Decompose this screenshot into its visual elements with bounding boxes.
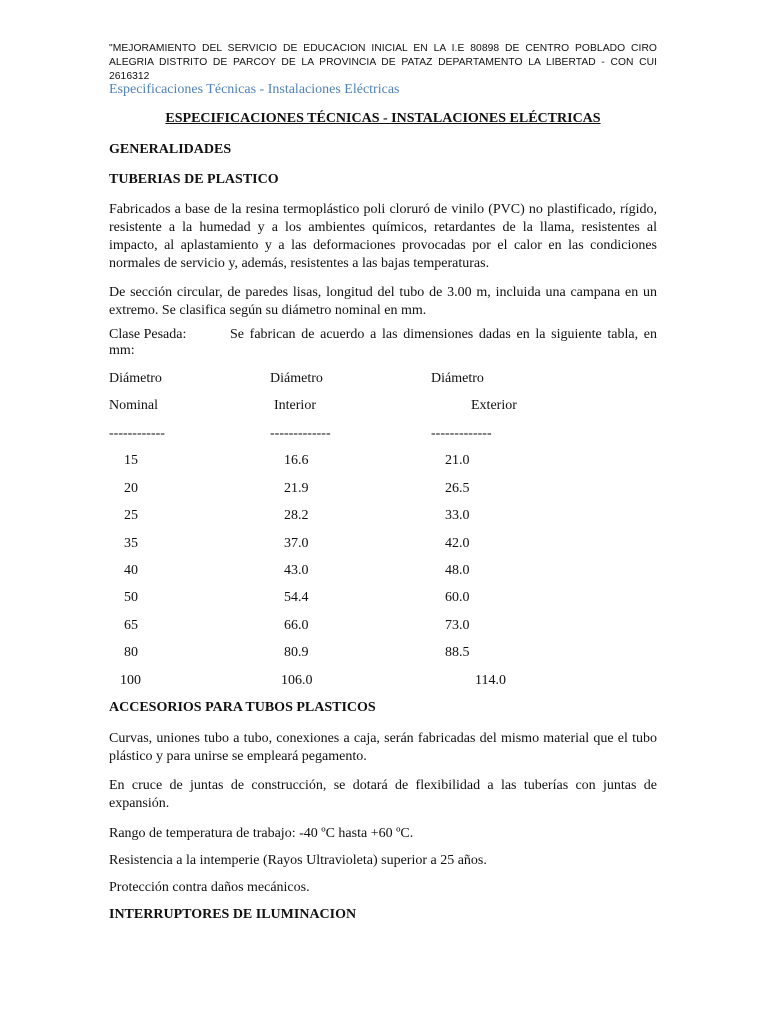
table-header-cell: Diámetro bbox=[431, 371, 484, 386]
table-separator: ------------- bbox=[431, 426, 492, 441]
table-cell: 65 bbox=[124, 618, 138, 633]
table-cell: 48.0 bbox=[445, 563, 470, 578]
table-header-cell: Diámetro bbox=[109, 371, 162, 386]
paragraph-section-description: De sección circular, de paredes lisas, longitud del tubo de 3.00 m, incluida una campana en un extremo. Se clasifica según su diámetro nominal en mm. bbox=[109, 285, 657, 318]
project-header: "MEJORAMIENTO DEL SERVICIO DE EDUCACION INICIAL EN LA I.E 80898 DE CENTRO POBLADO CIRO ALEGRIA DISTRITO DE PARCOY DE LA PROVINCIA DE PATAZ DEPARTAMENTO LA LIBERTAD - CON CUI 2616312 bbox=[109, 43, 657, 82]
table-cell: 54.4 bbox=[284, 590, 309, 605]
clase-pesada-text: Se fabrican de acuerdo a las dimensiones dadas en la siguiente tabla, en mm: bbox=[109, 327, 657, 358]
table-header-cell: Exterior bbox=[471, 398, 517, 413]
paragraph-proteccion: Protección contra daños mecánicos. bbox=[109, 880, 310, 895]
table-cell: 25 bbox=[124, 508, 138, 523]
paragraph-intemperie: Resistencia a la intemperie (Rayos Ultravioleta) superior a 25 años. bbox=[109, 853, 487, 868]
paragraph-accesorios-material: Curvas, uniones tubo a tubo, conexiones a caja, serán fabricadas del mismo material que el tubo plástico y para unirse se empleará pegamento. bbox=[109, 731, 657, 764]
table-header-cell: Nominal bbox=[109, 398, 158, 413]
table-separator: ------------- bbox=[270, 426, 331, 441]
table-cell: 100 bbox=[120, 673, 141, 688]
table-cell: 20 bbox=[124, 481, 138, 496]
table-cell: 66.0 bbox=[284, 618, 309, 633]
table-cell: 40 bbox=[124, 563, 138, 578]
running-title: Especificaciones Técnicas - Instalaciones Eléctricas bbox=[109, 82, 400, 97]
section-interruptores: INTERRUPTORES DE ILUMINACION bbox=[109, 907, 357, 922]
table-header-cell: Interior bbox=[274, 398, 316, 413]
table-cell: 60.0 bbox=[445, 590, 470, 605]
table-cell: 37.0 bbox=[284, 536, 309, 551]
table-cell: 42.0 bbox=[445, 536, 470, 551]
table-separator: ------------ bbox=[109, 426, 165, 441]
table-cell: 21.0 bbox=[445, 453, 470, 468]
table-cell: 114.0 bbox=[475, 673, 506, 688]
table-cell: 26.5 bbox=[445, 481, 470, 496]
paragraph-temperatura: Rango de temperatura de trabajo: -40 ºC hasta +60 ºC. bbox=[109, 826, 414, 841]
section-accesorios: ACCESORIOS PARA TUBOS PLASTICOS bbox=[109, 700, 376, 715]
paragraph-juntas-expansion: En cruce de juntas de construcción, se dotará de flexibilidad a las tuberías con juntas de expansión. bbox=[109, 778, 657, 811]
document-title: ESPECIFICACIONES TÉCNICAS - INSTALACIONES ELÉCTRICAS bbox=[165, 111, 601, 126]
section-generalidades: GENERALIDADES bbox=[109, 142, 232, 157]
table-cell: 21.9 bbox=[284, 481, 309, 496]
table-cell: 80.9 bbox=[284, 645, 309, 660]
table-cell: 33.0 bbox=[445, 508, 470, 523]
table-cell: 28.2 bbox=[284, 508, 309, 523]
table-cell: 80 bbox=[124, 645, 138, 660]
table-cell: 35 bbox=[124, 536, 138, 551]
clase-pesada-label: Clase Pesada: bbox=[109, 327, 187, 342]
section-tuberias: TUBERIAS DE PLASTICO bbox=[109, 172, 279, 187]
table-cell: 16.6 bbox=[284, 453, 309, 468]
table-cell: 73.0 bbox=[445, 618, 470, 633]
table-cell: 106.0 bbox=[281, 673, 313, 688]
table-cell: 43.0 bbox=[284, 563, 309, 578]
table-header-cell: Diámetro bbox=[270, 371, 323, 386]
table-cell: 50 bbox=[124, 590, 138, 605]
table-cell: 15 bbox=[124, 453, 138, 468]
paragraph-pvc-description: Fabricados a base de la resina termoplástico poli cloruró de vinilo (PVC) no plastificado, rígido, resistente a la humedad y a los ambientes químicos, retardantes de la llama, resistentes al impacto, al aplastamiento y a las deformaciones provocadas por el calor en las condiciones normales de servicio y, además, resistentes a las bajas temperaturas. bbox=[109, 202, 657, 271]
table-cell: 88.5 bbox=[445, 645, 470, 660]
